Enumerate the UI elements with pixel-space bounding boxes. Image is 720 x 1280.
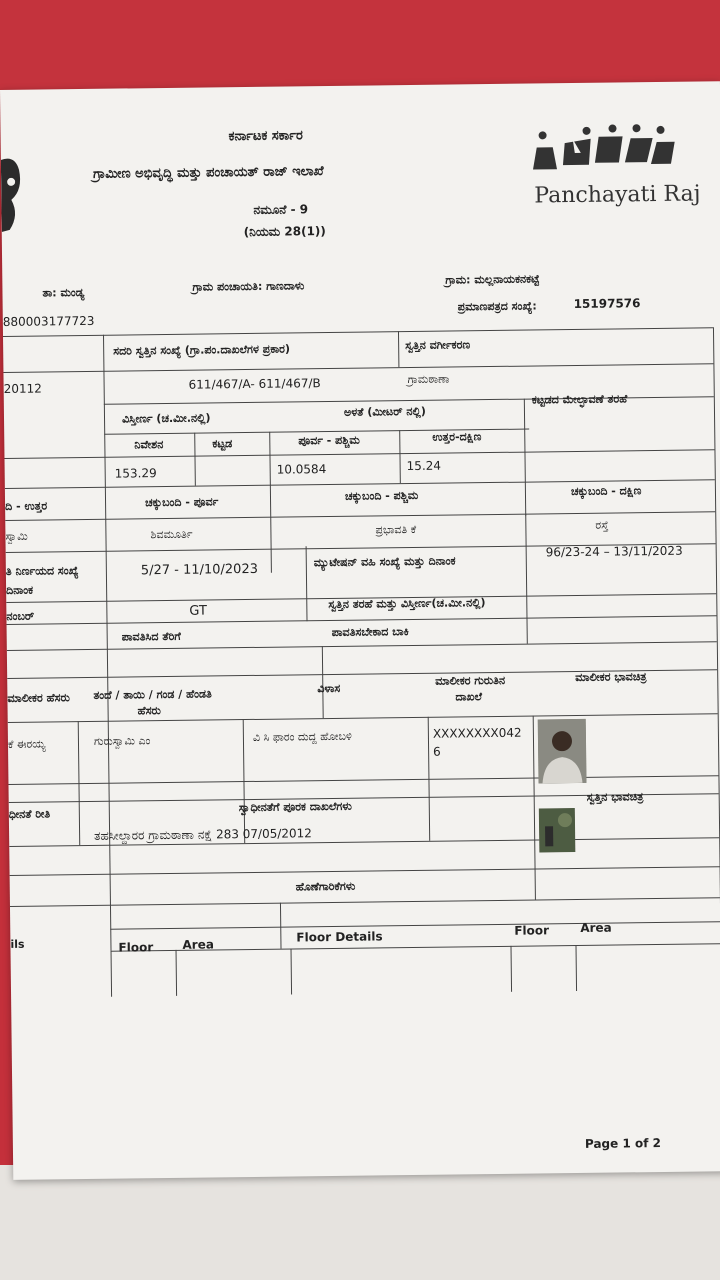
property-image-icon [539,808,576,852]
east-west-value: 10.0584 [276,462,327,477]
area-header-2: Area [580,920,612,935]
area-label: ವಿಸ್ತೀರ್ಣ (ಚ.ಮೀ.ನಲ್ಲಿ) [121,411,211,426]
tax-paid-label: ಪಾವತಿಸಿದ ತೆರಿಗೆ [121,629,181,644]
relation-label-2: ಹೆಸರು [137,704,161,718]
number-value: GT [189,603,208,619]
owner-name: ಕೆ ಈರಯ್ಯ [7,737,46,751]
person-icon [538,719,587,784]
owner-photo-label: ಮಾಲೀಕರ ಭಾವಚಿತ್ರ [575,670,647,685]
site-value: 153.29 [114,466,157,481]
property-number: 611/467/A- 611/467/B [188,376,321,392]
village: ಗ್ರಾಮ: ಮಲ್ಲನಾಯಕನಕಟ್ಟೆ [445,272,540,287]
length-label: ಅಳತೆ (ಮೀಟರ್ ನಲ್ಲಿ) [343,404,426,419]
owner-address: ವಿ ಸಿ ಫಾರಂ ದುದ್ದ ಹೋಬಳಿ [252,729,352,744]
decision-date-label: ದಿನಾಂಕ [6,583,34,597]
supporting-docs-value: ತಹಸೀಲ್ದಾರರ ಗ್ರಾಮಠಾಣಾ ನಕ್ಷೆ 283 07/05/2012 [94,826,312,843]
east-boundary-value: ಶಿವಮೂರ್ತಿ [150,527,193,542]
taluk: ತಾ: ಮಂಡ್ಯ [42,285,85,300]
east-west-label: ಪೂರ್ವ - ಪಶ್ಚಿಮ [298,433,360,448]
department-title: ಗ್ರಾಮೀಣ ಅಭಿವೃದ್ಧಿ ಮತ್ತು ಪಂಚಾಯತ್ ರಾಜ್ ಇಲಾಖೆ [92,164,324,182]
decision-value: 5/27 - 11/10/2023 [140,561,259,579]
table-surface-bottom [0,1165,720,1280]
west-boundary-value: ಪ್ರಭಾವತಿ ಕೆ [375,522,417,537]
owner-id-label-2: ದಾಖಲೆ [455,690,483,704]
gram-panchayat: ಗ್ರಾಮ ಪಂಚಾಯತಿ: ಗಾಣದಾಳು [192,279,305,294]
property-photo-label: ಸ್ವತ್ತಿನ ಭಾವಚಿತ್ರ [586,790,644,804]
mutation-value: 96/23-24 – 13/11/2023 [545,543,683,560]
rule-number: (ನಿಯಮ 28(1)) [243,224,326,240]
east-boundary-label: ಚಕ್ಕುಬಂದಿ - ಪೂರ್ವ [144,495,219,510]
type-area-label: ಸ್ವತ್ತಿನ ತರಹೆ ಮತ್ತು ವಿಸ್ತೀರ್ಣ(ಚ.ಮೀ.ನಲ್ಲಿ) [328,596,486,612]
government-seal-icon [0,120,28,250]
decision-number-label: ತಿ ನಿರ್ಣಯದ ಸಂಖ್ಯೆ [5,564,79,578]
building-label: ಕಟ್ಟಡ [212,437,233,451]
left-code: 20112 [3,381,42,396]
number-label: ನಂಬರ್ [6,609,35,623]
north-south-value: 15.24 [406,458,442,474]
owner-name-label: ಮಾಲೀಕರ ಹೆಸರು [7,691,70,705]
address-label: ವಿಳಾಸ [317,681,341,696]
west-boundary-label: ಚಕ್ಕುಬಂದಿ - ಪಶ್ಚಿಮ [344,488,419,503]
north-south-label: ಉತ್ತರ-ದಕ್ಷಿಣ [432,430,482,444]
owner-photo [538,719,587,784]
owner-id-value: XXXXXXXX042 [432,725,522,741]
relation-name: ಗುರುಸ್ವಾಮಿ ಎಂ [93,734,151,748]
supporting-docs-label: ಸ್ವಾಧೀನತೆಗೆ ಪೂರಕ ದಾಖಲೆಗಳು [238,799,352,815]
south-boundary-label: ಚಕ್ಕುಬಂದಿ - ದಕ್ಷಿಣ [570,484,642,499]
logo-text: Panchayati Raj [534,181,701,209]
owner-id-value-2: 6 [433,744,441,759]
document-sheet [0,81,720,1180]
property-photo [539,808,576,852]
classification-value: ಗ್ರಾಮಠಾಣಾ [407,372,450,387]
govt-title: ಕರ್ನಾಟಕ ಸರ್ಕಾರ [228,128,303,145]
certificate-label: ಪ್ರಮಾಣಪತ್ರದ ಸಂಖ್ಯೆ: [457,299,537,314]
site-label: ನಿವೇಶನ [134,438,164,452]
north-boundary-label: ದಿ - ಉತ್ತರ [5,499,48,513]
floor-header-2: Floor [514,923,550,938]
floor-details-header: Floor Details [296,929,383,945]
area-header-1: Area [182,937,214,952]
owner-id-label: ಮಾಲೀಕರ ಗುರುತಿನ [435,673,506,688]
property-number-label: ಸದರಿ ಸ್ವತ್ತಿನ ಸಂಖ್ಯೆ (ಗ್ರಾ.ಪಂ.ದಾಖಲೆಗಳ ಪ್ರಕಾರ) [113,342,291,358]
page-indicator: Page 1 of 2 [584,1136,661,1151]
liabilities-label: ಹೊಣೆಗಾರಿಕೆಗಳು [295,879,356,894]
floor-header-1: Floor [118,940,154,955]
south-boundary-value: ರಸ್ತೆ [595,518,609,532]
id-number: 880003177723 [2,313,95,329]
acquisition-mode-label: ಧೀನತೆ ರೀತಿ [8,807,51,821]
floors-left-stub: ils [10,937,25,951]
roof-type-label: ಕಟ್ಟಡದ ಮೇಲ್ಛಾವಣೆ ತರಹೆ [531,392,628,407]
classification-label: ಸ್ವತ್ತಿನ ವರ್ಗೀಕರಣ [405,338,471,353]
tax-due-label: ಪಾವತಿಸಬೇಕಾದ ಬಾಕಿ [331,625,409,639]
form-number: ನಮೂನೆ - 9 [253,202,309,217]
mutation-label: ಮ್ಯುಟೇಷನ್ ವಹಿ ಸಂಖ್ಯೆ ಮತ್ತು ದಿನಾಂಕ [313,554,456,570]
relation-label: ತಂದೆ / ತಾಯಿ / ಗಂಡ / ಹೆಂಡತಿ [93,687,212,702]
certificate-number: 15197576 [573,296,641,312]
north-boundary-value: ಸ್ವಾಮಿ [5,529,28,543]
